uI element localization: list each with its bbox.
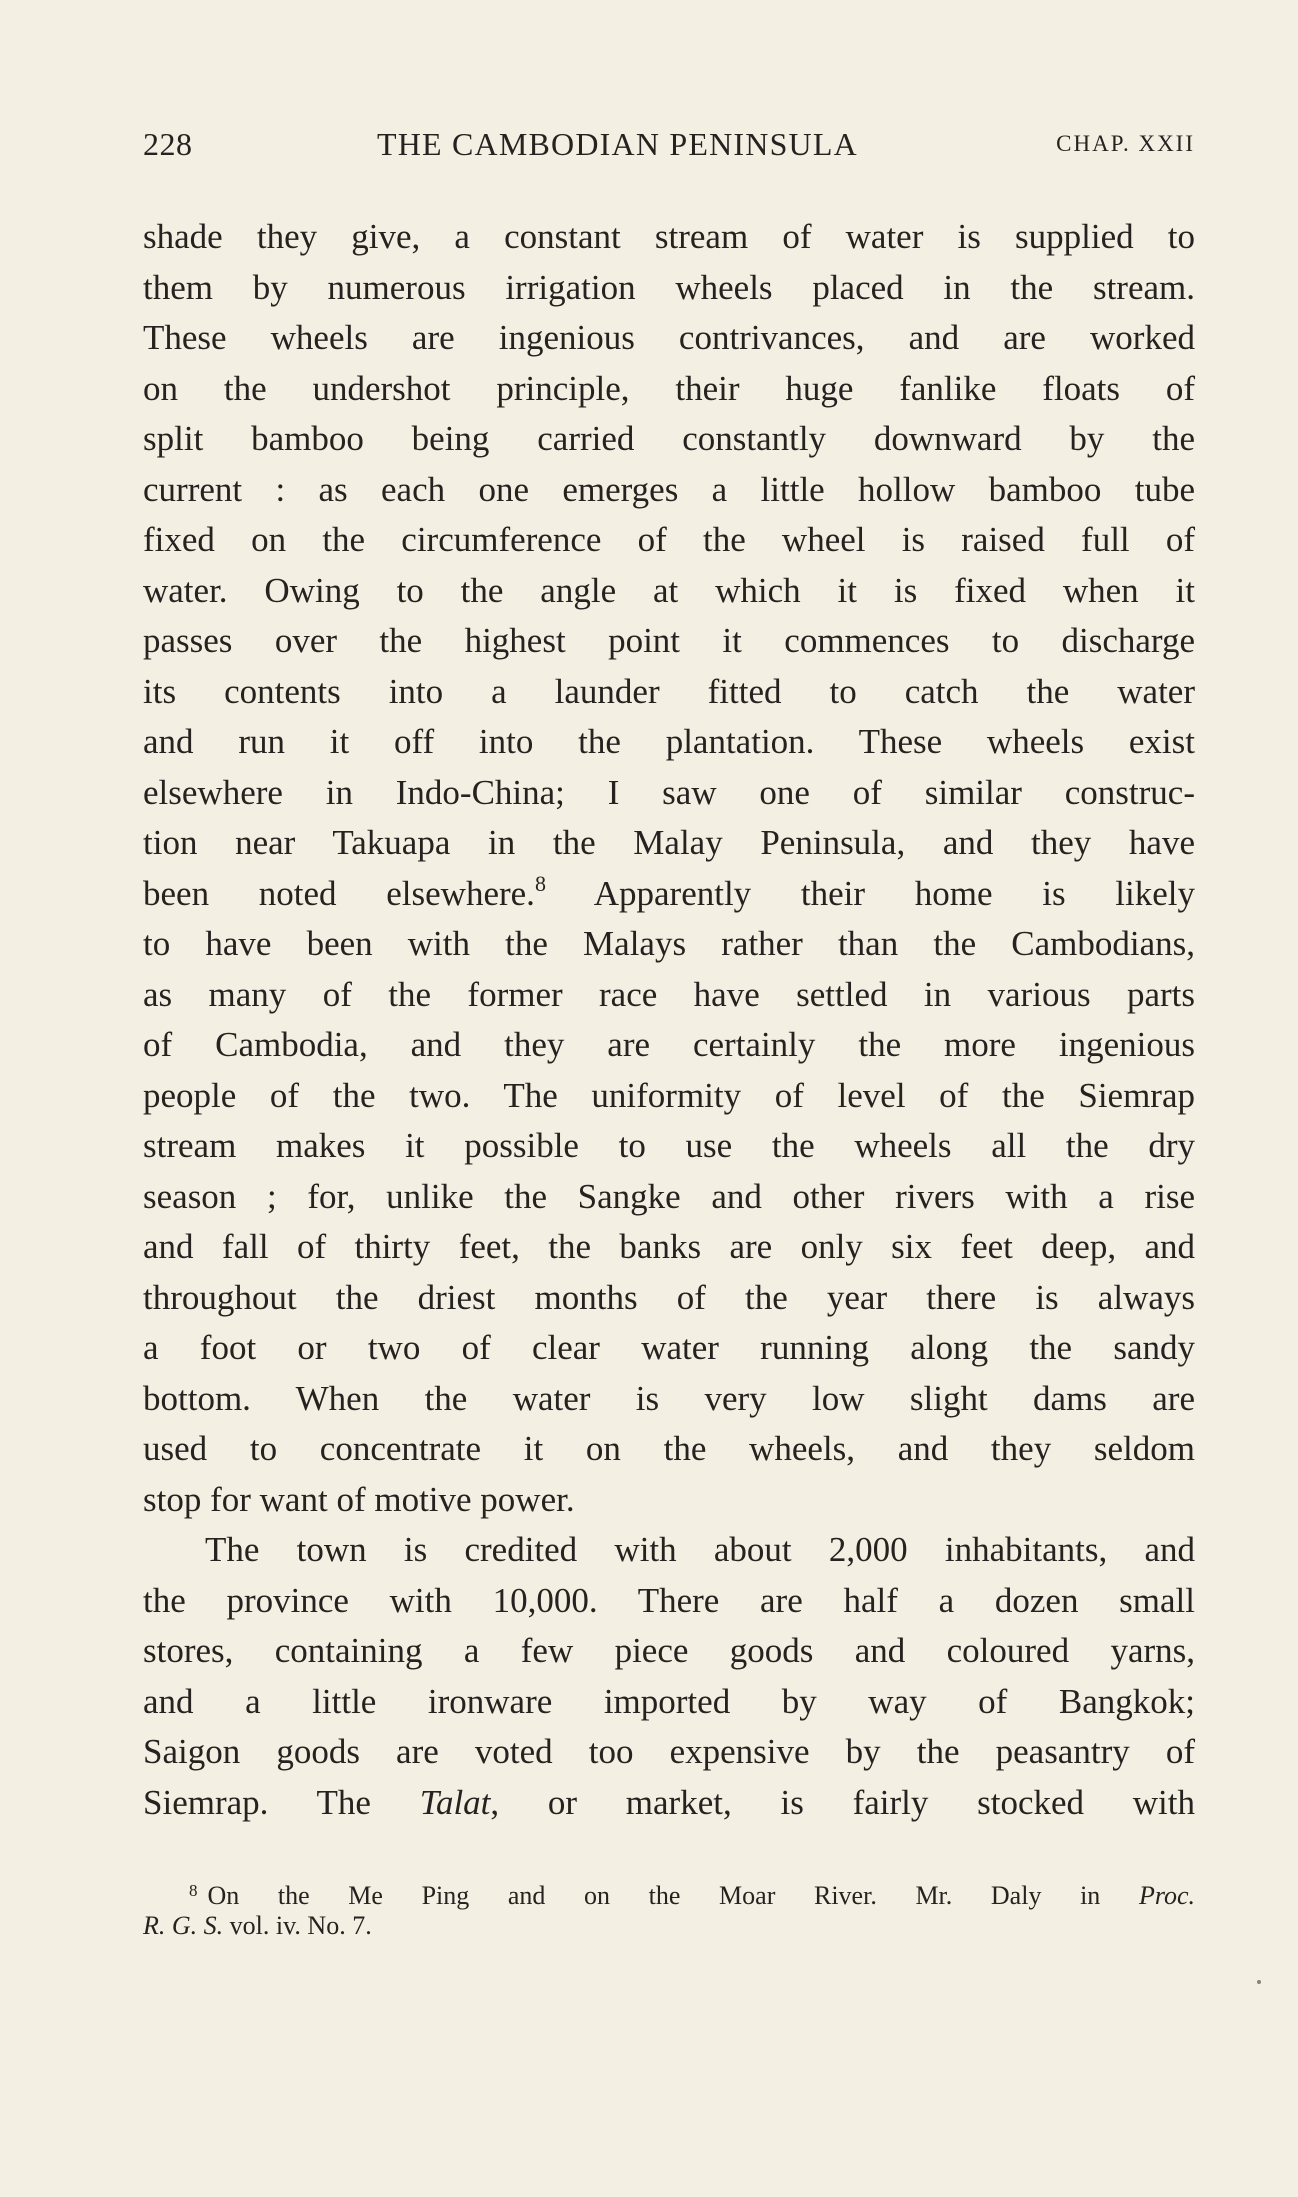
- text-line: water. Owing to the angle at which it is fixed when it: [143, 570, 1195, 610]
- text-fragment: , or market, is fairly stocked with: [490, 1782, 1196, 1822]
- footnote-text: On the Me Ping and on the Moar River. Mr. Daly in: [207, 1881, 1101, 1910]
- text-line-with-footnote-ref: [143, 869, 1195, 920]
- text-line: bottom. When the water is very low slight dams are: [143, 1378, 1195, 1418]
- footnote-line: [143, 1908, 1195, 1943]
- text-line: stores, containing a few piece goods and coloured yarns,: [143, 1631, 1195, 1670]
- text-line: the province with 10,000. There are half a dozen small: [143, 1580, 1195, 1620]
- body-text: [143, 212, 1195, 1828]
- text-line: split bamboo being carried constantly downward by the: [143, 419, 1195, 458]
- paragraph-first-line: The town is credited with about 2,000 inhabitants, and: [205, 1530, 1195, 1569]
- text-line: of Cambodia, and they are certainly the more ingenious: [143, 1025, 1195, 1064]
- text-line: as many of the former race have settled in various parts: [143, 974, 1195, 1014]
- text-line: season ; for, unlike the Sangke and other rivers with a rise: [143, 1176, 1195, 1216]
- footnote-marker: 8: [189, 1881, 198, 1900]
- text-line: These wheels are ingenious contrivances, and are worked: [143, 318, 1195, 357]
- text-line: and a little ironware imported by way of Bangkok;: [143, 1681, 1195, 1721]
- text-fragment: Siemrap. The: [143, 1782, 371, 1822]
- text-line: fixed on the circumference of the wheel is raised full of: [143, 520, 1195, 559]
- text-line: elsewhere in Indo-China; I saw one of similar construc-: [143, 772, 1195, 812]
- footnote-reference[interactable]: 8: [534, 870, 546, 896]
- text-line: and run it off into the plantation. These wheels exist: [143, 722, 1195, 761]
- paper-speck: [1257, 1980, 1261, 1984]
- footnotes: [143, 1873, 1195, 1943]
- text-line: stream makes it possible to use the wheels all the dry: [143, 1126, 1195, 1165]
- text-line: current : as each one emerges a little hollow bamboo tube: [143, 469, 1195, 509]
- text-line: them by numerous irrigation wheels placed in the stream.: [143, 267, 1195, 307]
- footnote-line: [143, 1873, 1195, 1908]
- text-line: Saigon goods are voted too expensive by the peasantry of: [143, 1732, 1195, 1771]
- text-line: its contents into a launder fitted to catch the water: [143, 671, 1195, 711]
- text-line: a foot or two of clear water running along the sandy: [143, 1328, 1195, 1367]
- text-line: passes over the highest point it commences to discharge: [143, 621, 1195, 660]
- text-line: and fall of thirty feet, the banks are only six feet deep, and: [143, 1227, 1195, 1266]
- text-fragment: been noted elsewhere.: [143, 873, 535, 913]
- text-line: tion near Takuapa in the Malay Peninsula, and they have: [143, 823, 1195, 862]
- text-line: throughout the driest months of the year there is always: [143, 1277, 1195, 1317]
- text-line: shade they give, a constant stream of water is supplied to: [143, 217, 1195, 256]
- footnote-italic: R. G. S.: [143, 1911, 224, 1940]
- text-line: to have been with the Malays rather than the Cambodians,: [143, 924, 1195, 963]
- footnote-text: vol. iv. No. 7.: [223, 1911, 372, 1940]
- text-line: used to concentrate it on the wheels, and they seldom: [143, 1429, 1195, 1468]
- footnote-italic: Proc.: [1138, 1881, 1196, 1910]
- italic-term: Talat: [419, 1782, 491, 1822]
- text-line: on the undershot principle, their huge fanlike floats of: [143, 368, 1195, 408]
- chapter-label: CHAP. XXII: [1056, 131, 1195, 156]
- text-line-with-italic: [143, 1778, 1195, 1829]
- running-title: THE CAMBODIAN PENINSULA: [377, 126, 858, 162]
- running-head: [143, 126, 1195, 170]
- text-line: stop for want of motive power.: [143, 1479, 575, 1519]
- text-fragment: Apparently their home is likely: [545, 873, 1195, 913]
- text-line: people of the two. The uniformity of level of the Siemrap: [143, 1075, 1195, 1115]
- page-number: 228: [143, 126, 193, 162]
